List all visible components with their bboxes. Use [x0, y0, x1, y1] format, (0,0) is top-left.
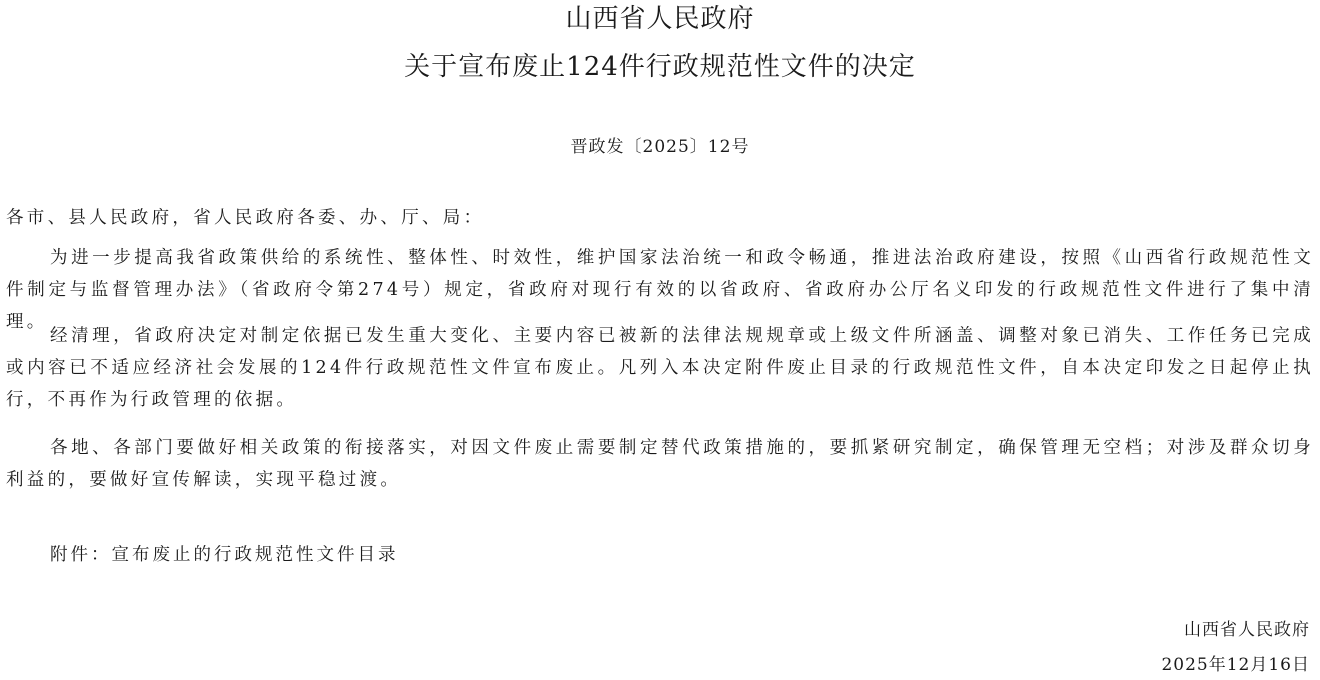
signature-date: 2025年12月16日: [1161, 655, 1310, 675]
paragraph-3: 各地、各部门要做好相关政策的衔接落实，对因文件废止需要制定替代政策措施的，要抓紧研究制定，确保管理无空档；对涉及群众切身利益的，要做好宣传解读，实现平稳过渡。: [6, 438, 1314, 490]
document-title: 关于宣布废止124件行政规范性文件的决定: [404, 52, 916, 82]
signature-organization: 山西省人民政府: [1184, 620, 1310, 640]
salutation: 各市、县人民政府，省人民政府各委、办、厅、局：: [6, 208, 485, 228]
document-number: 晋政发〔2025〕12号: [570, 137, 750, 157]
paragraph-2: 经清理，省政府决定对制定依据已发生重大变化、主要内容已被新的法律法规规章或上级文件所涵盖、调整对象已消失、工作任务已完成或内容已不适应经济社会发展的124件行政规范性文件宣布废止。凡列入本决定附件废止目录的行政规范性文件，自本决定印发之日起停止执行，不再作为行政管理的依据。: [6, 326, 1314, 410]
paragraph-1: 为进一步提高我省政策供给的系统性、整体性、时效性，维护国家法治统一和政令畅通，推进法治政府建设，按照《山西省行政规范性文件制定与监督管理办法》（省政府令第274号）规定，省政府对现行有效的以省政府、省政府办公厅名义印发的行政规范性文件进行了集中清理。: [6, 248, 1314, 332]
attachment-note: 附件：宣布废止的行政规范性文件目录: [50, 545, 399, 565]
issuer-heading: 山西省人民政府: [565, 4, 755, 34]
